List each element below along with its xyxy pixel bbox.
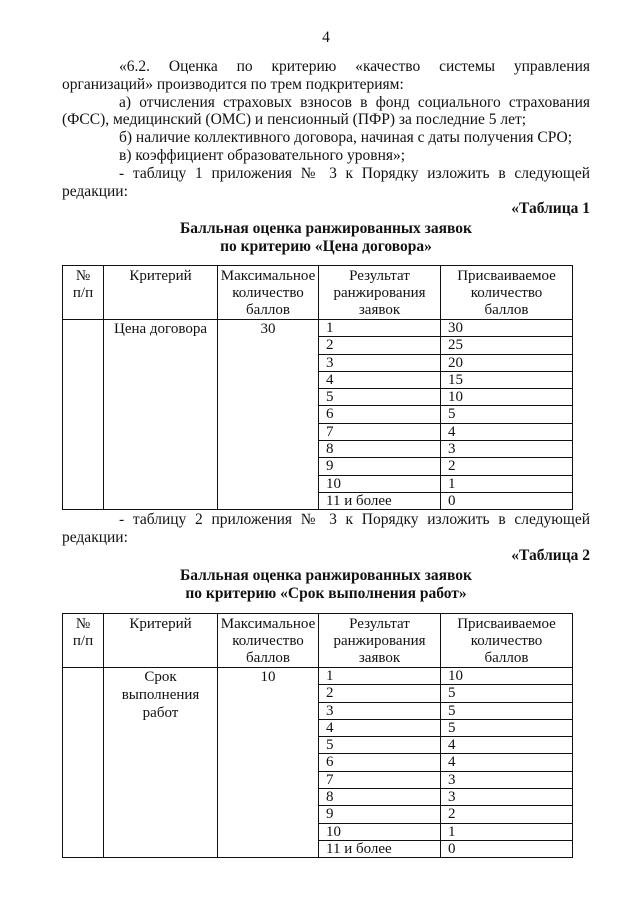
table1-grid: [62, 265, 573, 510]
para-6-2-line-2: организаций» производится по трем подкритериям:: [62, 75, 404, 93]
table2-rank-cell-4: 4: [319, 720, 440, 736]
table1-rank-cell-4: 4: [319, 372, 440, 388]
header-max-points: Максимальное количество баллов: [218, 614, 318, 667]
table2-rank-cell-8: 8: [319, 789, 440, 805]
table1-max-points-cell: 30: [218, 320, 318, 509]
table2-max-points-cell: 10: [218, 668, 318, 857]
table2-title: [62, 567, 590, 603]
table2-rank-cell-9: 9: [319, 806, 440, 822]
item-c-line: в) коэффициент образовательного уровня»;: [119, 146, 406, 164]
page-number: 4: [322, 29, 330, 46]
table1-rank-cell-9: 9: [319, 458, 440, 474]
header-ranking-result: Результат ранжирования заявок: [319, 614, 440, 667]
table1-criterion-cell: Цена договора: [104, 320, 217, 509]
table2-points-cell-7: 3: [441, 772, 572, 788]
table1-rank-cell-5: 5: [319, 389, 440, 405]
table1-points-cell-2: 25: [441, 337, 572, 353]
para-6-2-line-1: «6.2. Оценка по критерию «качество системы управления: [119, 58, 590, 75]
header-assigned-points: Присваиваемое количество баллов: [441, 266, 572, 319]
table2-points-cell-10: 1: [441, 824, 572, 840]
table2-rank-cell-11: 11 и более: [319, 841, 440, 857]
table2-points-cell-11: 0: [441, 841, 572, 857]
table1-points-cell-8: 3: [441, 441, 572, 457]
header-ranking-result: Результат ранжирования заявок: [319, 266, 440, 319]
table1-title-line-2: по критерию «Цена договора»: [220, 238, 432, 255]
item-b-line: б) наличие коллективного договора, начиная с даты получения СРО;: [119, 129, 573, 147]
table1-points-cell-5: 10: [441, 389, 572, 405]
table2-points-cell-6: 4: [441, 754, 572, 770]
header-criterion: Критерий: [104, 266, 217, 319]
table1-rank-cell-6: 6: [319, 406, 440, 422]
table2-rank-cell-7: 7: [319, 772, 440, 788]
table2-instruction-line-1: - таблицу 2 приложения № 3 к Порядку изложить в следующей: [119, 511, 590, 528]
table2-points-cell-2: 5: [441, 685, 572, 701]
table1-title-line-1: Балльная оценка ранжированных заявок: [180, 220, 472, 237]
table1-rank-cell-10: 10: [319, 476, 440, 492]
table2-rank-cell-2: 2: [319, 685, 440, 701]
table2-points-cell-9: 2: [441, 806, 572, 822]
header-assigned-points: Присваиваемое количество баллов: [441, 614, 572, 667]
table1-rank-cell-7: 7: [319, 424, 440, 440]
mid-text: [62, 511, 590, 547]
table1-points-cell-11: 0: [441, 493, 572, 509]
table2-instruction-line-2: редакции:: [62, 528, 128, 546]
table1-rank-cell-3: 3: [319, 355, 440, 371]
table2-grid: [62, 613, 573, 858]
table2-rank-cell-5: 5: [319, 737, 440, 753]
table2-rank-cell-3: 3: [319, 703, 440, 719]
table2-points-cell-8: 3: [441, 789, 572, 805]
table2-number-cell: [63, 668, 103, 857]
intro-text: [62, 58, 590, 200]
item-a-line-2: (ФСС), медицинский (ОМС) и пенсионный (ПФР) за последние 5 лет;: [62, 111, 527, 129]
table1-points-cell-4: 15: [441, 372, 572, 388]
table2-points-cell-1: 10: [441, 668, 572, 684]
item-a-line-1: а) отчисления страховых взносов в фонд социального страхования: [119, 93, 590, 111]
table2-points-cell-3: 5: [441, 703, 572, 719]
table1-instruction-line-2: редакции:: [62, 182, 128, 200]
header-number: № п/п: [63, 266, 103, 319]
header-max-points: Максимальное количество баллов: [218, 266, 318, 319]
table2-criterion-cell: Срок выполнения работ: [104, 668, 217, 857]
table2-rank-cell-6: 6: [319, 754, 440, 770]
header-criterion: Критерий: [104, 614, 217, 667]
table1-label: «Таблица 1: [511, 200, 590, 217]
header-number: № п/п: [63, 614, 103, 667]
table2-rank-cell-10: 10: [319, 824, 440, 840]
table1-title: [62, 220, 590, 256]
table1-points-cell-3: 20: [441, 355, 572, 371]
table1-rank-cell-2: 2: [319, 337, 440, 353]
table1-instruction-line-1: - таблицу 1 приложения № 3 к Порядку изложить в следующей: [119, 164, 590, 182]
table2-points-cell-5: 4: [441, 737, 572, 753]
table1-points-cell-9: 2: [441, 458, 572, 474]
table1-number-cell: [63, 320, 103, 509]
table1-points-cell-7: 4: [441, 424, 572, 440]
table1-points-cell-6: 5: [441, 406, 572, 422]
table1-points-cell-10: 1: [441, 476, 572, 492]
table1-rank-cell-1: 1: [319, 320, 440, 336]
table2-rank-cell-1: 1: [319, 668, 440, 684]
table2-points-cell-4: 5: [441, 720, 572, 736]
table2-title-line-1: Балльная оценка ранжированных заявок: [180, 567, 472, 584]
table1-rank-cell-8: 8: [319, 441, 440, 457]
table2-title-line-2: по критерию «Срок выполнения работ»: [185, 585, 467, 602]
table1-rank-cell-11: 11 и более: [319, 493, 440, 509]
table2-label: «Таблица 2: [511, 547, 590, 564]
table1-points-cell-1: 30: [441, 320, 572, 336]
